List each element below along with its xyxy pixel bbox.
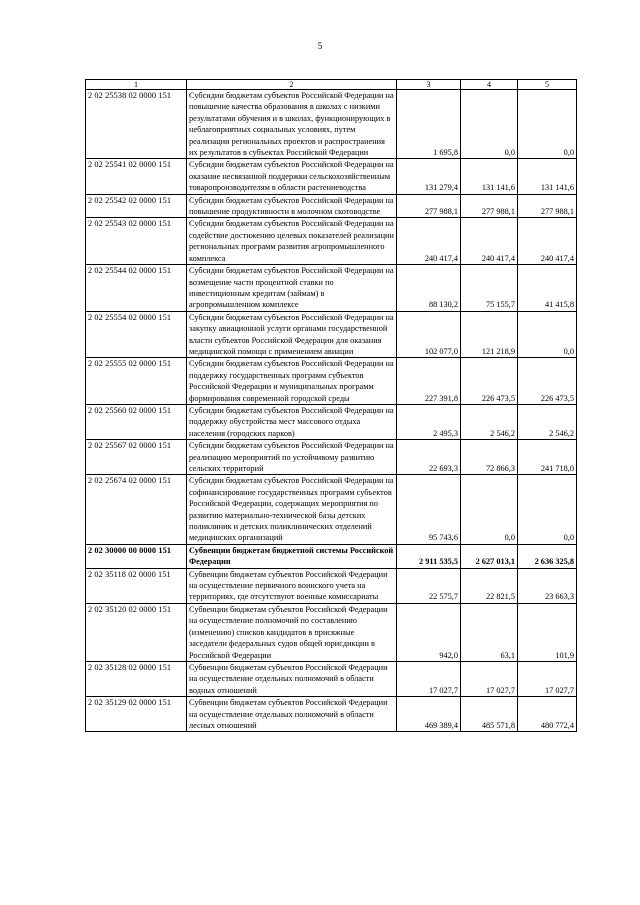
value-col4-cell: 226 473,5 <box>461 358 518 405</box>
value-col4-cell: 72 866,3 <box>461 440 518 475</box>
page-number: 5 <box>317 41 323 51</box>
budget-code-cell: 2 02 35129 02 0000 151 <box>86 697 187 732</box>
value-col4-cell: 121 218,9 <box>461 311 518 358</box>
value-col4-cell: 277 988,1 <box>461 194 518 218</box>
column-header: 5 <box>518 80 577 90</box>
budget-code-cell: 2 02 25543 02 0000 151 <box>86 218 187 265</box>
budget-code-cell: 2 02 35118 02 0000 151 <box>86 568 187 603</box>
table-row <box>86 358 577 405</box>
description-cell: Субсидии бюджетам субъектов Российской Федерации на повышение продуктивности в молочном скотоводстве <box>187 194 397 218</box>
value-col4-cell: 2 627 013,1 <box>461 544 518 568</box>
budget-code-cell: 2 02 35128 02 0000 151 <box>86 661 187 696</box>
value-col3-cell: 469 389,4 <box>397 697 461 732</box>
value-col4-cell: 2 546,2 <box>461 404 518 439</box>
value-col4-cell: 240 417,4 <box>461 218 518 265</box>
description-cell: Субсидии бюджетам субъектов Российской Федерации на софинансирование государственных программ субъектов Российской Федерации, содержащих мероприятия по развитию материально-технической базы детских поликлиник и детских поликлинических отделений медицинских организаций <box>187 475 397 544</box>
value-col3-cell: 95 743,6 <box>397 475 461 544</box>
value-col3-cell: 2 911 535,5 <box>397 544 461 568</box>
value-col5-cell: 41 415,8 <box>518 265 577 312</box>
budget-code-cell: 2 02 30000 00 0000 151 <box>86 544 187 568</box>
table-row <box>86 544 577 568</box>
value-col4-cell: 0,0 <box>461 475 518 544</box>
value-col5-cell: 241 718,0 <box>518 440 577 475</box>
table-row <box>86 90 577 159</box>
value-col5-cell: 240 417,4 <box>518 218 577 265</box>
value-col5-cell: 23 663,3 <box>518 568 577 603</box>
value-col4-cell: 0,0 <box>461 90 518 159</box>
value-col3-cell: 22 693,3 <box>397 440 461 475</box>
budget-code-cell: 2 02 25555 02 0000 151 <box>86 358 187 405</box>
table-row <box>86 568 577 603</box>
table-row <box>86 697 577 732</box>
budget-code-cell: 2 02 25541 02 0000 151 <box>86 159 187 194</box>
value-col3-cell: 17 027,7 <box>397 661 461 696</box>
value-col5-cell: 131 141,6 <box>518 159 577 194</box>
table-row <box>86 311 577 358</box>
table-row <box>86 404 577 439</box>
table-row <box>86 603 577 661</box>
value-col4-cell: 22 821,5 <box>461 568 518 603</box>
description-cell: Субсидии бюджетам субъектов Российской Федерации на содействие достижению целевых показателей реализации региональных программ развития агропромышленного комплекса <box>187 218 397 265</box>
value-col3-cell: 1 695,8 <box>397 90 461 159</box>
value-col4-cell: 75 155,7 <box>461 265 518 312</box>
value-col5-cell: 226 473,5 <box>518 358 577 405</box>
value-col4-cell: 63,1 <box>461 603 518 661</box>
value-col4-cell: 485 571,8 <box>461 697 518 732</box>
table-row <box>86 265 577 312</box>
budget-code-cell: 2 02 25542 02 0000 151 <box>86 194 187 218</box>
value-col5-cell: 2 636 325,8 <box>518 544 577 568</box>
value-col3-cell: 88 130,2 <box>397 265 461 312</box>
description-cell: Субсидии бюджетам субъектов Российской Федерации на оказание несвязанной поддержки сельскохозяйственным товаропроизводителям в области растениеводства <box>187 159 397 194</box>
description-cell: Субсидии бюджетам субъектов Российской Федерации на поддержку государственных программ субъектов Российской Федерации и муниципальных программ формирования современной городской среды <box>187 358 397 405</box>
table-row <box>86 218 577 265</box>
description-cell: Субвенции бюджетам субъектов Российской Федерации на осуществление отдельных полномочий в области водных отношений <box>187 661 397 696</box>
budget-code-cell: 2 02 25560 02 0000 151 <box>86 404 187 439</box>
value-col3-cell: 942,0 <box>397 603 461 661</box>
table-header-row <box>86 80 577 90</box>
value-col3-cell: 227 391,8 <box>397 358 461 405</box>
column-header: 2 <box>187 80 397 90</box>
budget-code-cell: 2 02 25567 02 0000 151 <box>86 440 187 475</box>
value-col5-cell: 101,9 <box>518 603 577 661</box>
budget-code-cell: 2 02 25554 02 0000 151 <box>86 311 187 358</box>
value-col4-cell: 17 027,7 <box>461 661 518 696</box>
value-col5-cell: 277 988,1 <box>518 194 577 218</box>
table-row <box>86 440 577 475</box>
value-col3-cell: 102 077,0 <box>397 311 461 358</box>
budget-code-cell: 2 02 25538 02 0000 151 <box>86 90 187 159</box>
value-col5-cell: 17 027,7 <box>518 661 577 696</box>
table-row <box>86 159 577 194</box>
value-col3-cell: 2 495,3 <box>397 404 461 439</box>
value-col5-cell: 0,0 <box>518 90 577 159</box>
value-col4-cell: 131 141,6 <box>461 159 518 194</box>
value-col3-cell: 240 417,4 <box>397 218 461 265</box>
description-cell: Субсидии бюджетам субъектов Российской Федерации на закупку авиационной услуги органами государственной власти субъектов Российской Федерации для оказания медицинской помощи с применением авиации <box>187 311 397 358</box>
table-row <box>86 194 577 218</box>
budget-revenue-table <box>85 79 577 732</box>
value-col5-cell: 0,0 <box>518 311 577 358</box>
budget-code-cell: 2 02 35120 02 0000 151 <box>86 603 187 661</box>
column-header: 1 <box>86 80 187 90</box>
budget-code-cell: 2 02 25674 02 0000 151 <box>86 475 187 544</box>
table-row <box>86 475 577 544</box>
table-row <box>86 661 577 696</box>
value-col5-cell: 2 546,2 <box>518 404 577 439</box>
value-col3-cell: 277 988,1 <box>397 194 461 218</box>
description-cell: Субвенции бюджетам субъектов Российской Федерации на осуществление полномочий по составлению (изменению) списков кандидатов в присяжные заседатели федеральных судов общей юрисдикции в Российской Федерации <box>187 603 397 661</box>
description-cell: Субвенции бюджетам бюджетной системы Российской Федерации <box>187 544 397 568</box>
description-cell: Субсидии бюджетам субъектов Российской Федерации на реализацию мероприятий по устойчивому развитию сельских территорий <box>187 440 397 475</box>
description-cell: Субсидии бюджетам субъектов Российской Федерации на повышение качества образования в школах с низкими результатами обучения и в школах, функционирующих в неблагоприятных социальных условиях, путем реализации региональных проектов и распространения их результатов в субъектах Российской Федерации <box>187 90 397 159</box>
value-col3-cell: 131 279,4 <box>397 159 461 194</box>
description-cell: Субсидии бюджетам субъектов Российской Федерации на поддержку обустройства мест массового отдыха населения (городских парков) <box>187 404 397 439</box>
column-header: 3 <box>397 80 461 90</box>
description-cell: Субвенции бюджетам субъектов Российской Федерации на осуществление отдельных полномочий в области лесных отношений <box>187 697 397 732</box>
budget-code-cell: 2 02 25544 02 0000 151 <box>86 265 187 312</box>
column-header: 4 <box>461 80 518 90</box>
value-col5-cell: 480 772,4 <box>518 697 577 732</box>
value-col5-cell: 0,0 <box>518 475 577 544</box>
description-cell: Субвенции бюджетам субъектов Российской Федерации на осуществление первичного воинского учета на территориях, где отсутствуют военные комиссариаты <box>187 568 397 603</box>
value-col3-cell: 22 575,7 <box>397 568 461 603</box>
description-cell: Субсидии бюджетам субъектов Российской Федерации на возмещение части процентной ставки по инвестиционным кредитам (займам) в агропромышленном комплексе <box>187 265 397 312</box>
